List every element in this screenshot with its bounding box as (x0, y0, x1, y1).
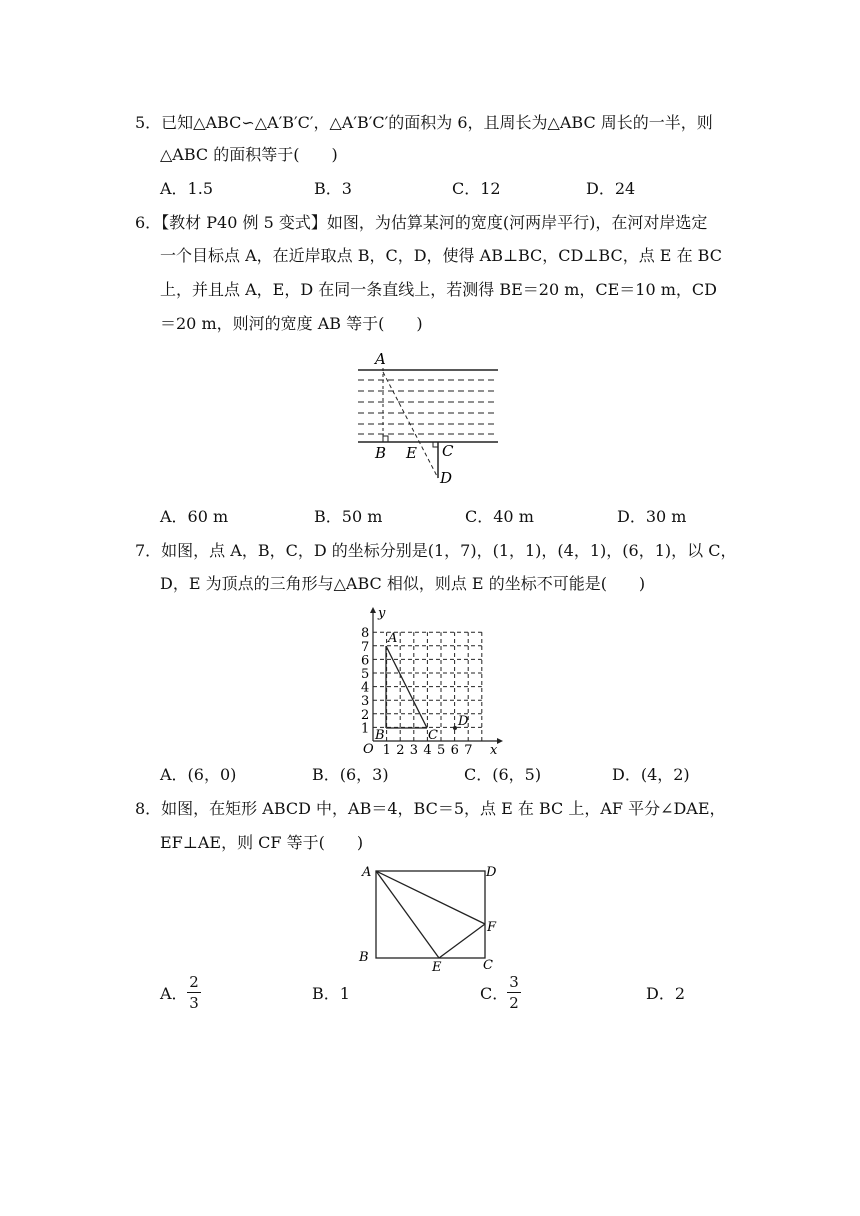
q8-stem-line2: EF⊥AE，则 CF 等于( ) (160, 833, 364, 852)
x-tick-label: 7 (464, 743, 473, 758)
q7-option-b: B．(6，3) (312, 765, 389, 784)
q5-option-a: A．1.5 (160, 179, 214, 198)
y-tick-label: 8 (361, 626, 370, 642)
q8-label-d: D (486, 865, 497, 880)
y-tick-label: 6 (361, 653, 370, 669)
q6-option-b: B．50 m (314, 507, 383, 526)
q7-axis-y-label: y (378, 606, 386, 621)
y-tick-label: 1 (361, 721, 370, 737)
q6-label-d: D (440, 469, 453, 487)
q7-origin-label: O (363, 742, 374, 757)
y-tick-label: 5 (361, 667, 370, 682)
q7-option-d: D．(4，2) (612, 765, 690, 784)
q6-label-c: C (442, 442, 454, 460)
q8-label-e: E (432, 960, 442, 975)
q8-option-a-numerator: 2 (189, 973, 199, 991)
q7-option-c: C．(6，5) (464, 765, 542, 784)
q8-option-c-numerator: 3 (509, 973, 519, 991)
q8-label-f: F (487, 920, 497, 935)
x-tick-label: 6 (450, 743, 459, 758)
y-tick-label: 7 (361, 639, 370, 655)
q6-label-b: B (375, 444, 387, 462)
q6-stem-line2: 一个目标点 A，在近岸取点 B，C，D，使得 AB⊥BC，CD⊥BC，点 E 在 BC (160, 246, 722, 265)
q5-option-c: C．12 (452, 179, 501, 198)
q8-stem-line1: 8．如图，在矩形 ABCD 中，AB＝4，BC＝5，点 E 在 BC 上，AF 平分∠DAE， (135, 799, 726, 818)
q5-stem-line1: 5．已知△ABC∽△A′B′C′，△A′B′C′的面积为 6，且周长为△ABC 周长的一半，则 (135, 113, 713, 132)
q7-label-a: A (388, 631, 398, 646)
q8-option-c-fraction (507, 973, 521, 1012)
q6-stem-line4: ＝20 m，则河的宽度 AB 等于( ) (160, 314, 423, 333)
q5-option-d: D．24 (586, 179, 636, 198)
q7-option-a: A．(6，0) (160, 765, 237, 784)
q6-stem-line1: 6．【教材 P40 例 5 变式】如图，为估算某河的宽度(河两岸平行)，在河对岸选定 (135, 213, 708, 232)
q5-stem-line2: △ABC 的面积等于( ) (160, 145, 338, 164)
q6-river-figure (350, 350, 510, 490)
q7-label-c: C (428, 728, 438, 743)
q8-option-a-fraction (187, 973, 201, 1012)
q7-stem-line1: 7．如图，点 A，B，C，D 的坐标分别是(1，7)，(1，1)，(4，1)，(6，1)，以 C， (135, 541, 737, 560)
q8-label-c: C (483, 958, 493, 973)
q7-coordinate-figure (355, 605, 505, 760)
q8-label-a: A (362, 865, 372, 880)
q6-option-c: C．40 m (465, 507, 534, 526)
q7-label-b: B (375, 728, 385, 743)
q6-option-a: A．60 m (160, 507, 229, 526)
y-tick-label: 2 (361, 707, 370, 723)
q8-option-c-denominator: 2 (509, 994, 519, 1012)
x-tick-label: 2 (396, 743, 405, 758)
q8-option-c-prefix: C． (480, 984, 509, 1003)
q6-option-d: D．30 m (617, 507, 687, 526)
q8-option-d: D．2 (646, 984, 686, 1003)
q6-stem-line3: 上，并且点 A，E，D 在同一条直线上，若测得 BE＝20 m，CE＝10 m，CD (160, 280, 717, 299)
x-tick-label: 4 (423, 743, 432, 758)
x-tick-label: 3 (409, 743, 419, 758)
x-tick-label: 1 (382, 743, 391, 758)
q6-label-e: E (406, 444, 417, 462)
q7-axis-x-label: x (490, 743, 498, 758)
y-tick-label: 3 (361, 694, 370, 710)
q8-label-b: B (359, 950, 369, 965)
q7-stem-line2: D，E 为顶点的三角形与△ABC 相似，则点 E 的坐标不可能是( ) (160, 574, 646, 593)
q8-option-b: B．1 (312, 984, 350, 1003)
q7-label-d: D (458, 714, 469, 729)
q8-option-a-prefix: A． (160, 984, 188, 1003)
y-tick-label: 4 (361, 680, 370, 696)
q8-option-a-denominator: 3 (189, 994, 199, 1012)
q5-option-b: B．3 (314, 179, 352, 198)
x-tick-label: 5 (437, 743, 446, 758)
q6-label-a: A (375, 350, 386, 368)
q8-rectangle-figure (355, 860, 505, 975)
